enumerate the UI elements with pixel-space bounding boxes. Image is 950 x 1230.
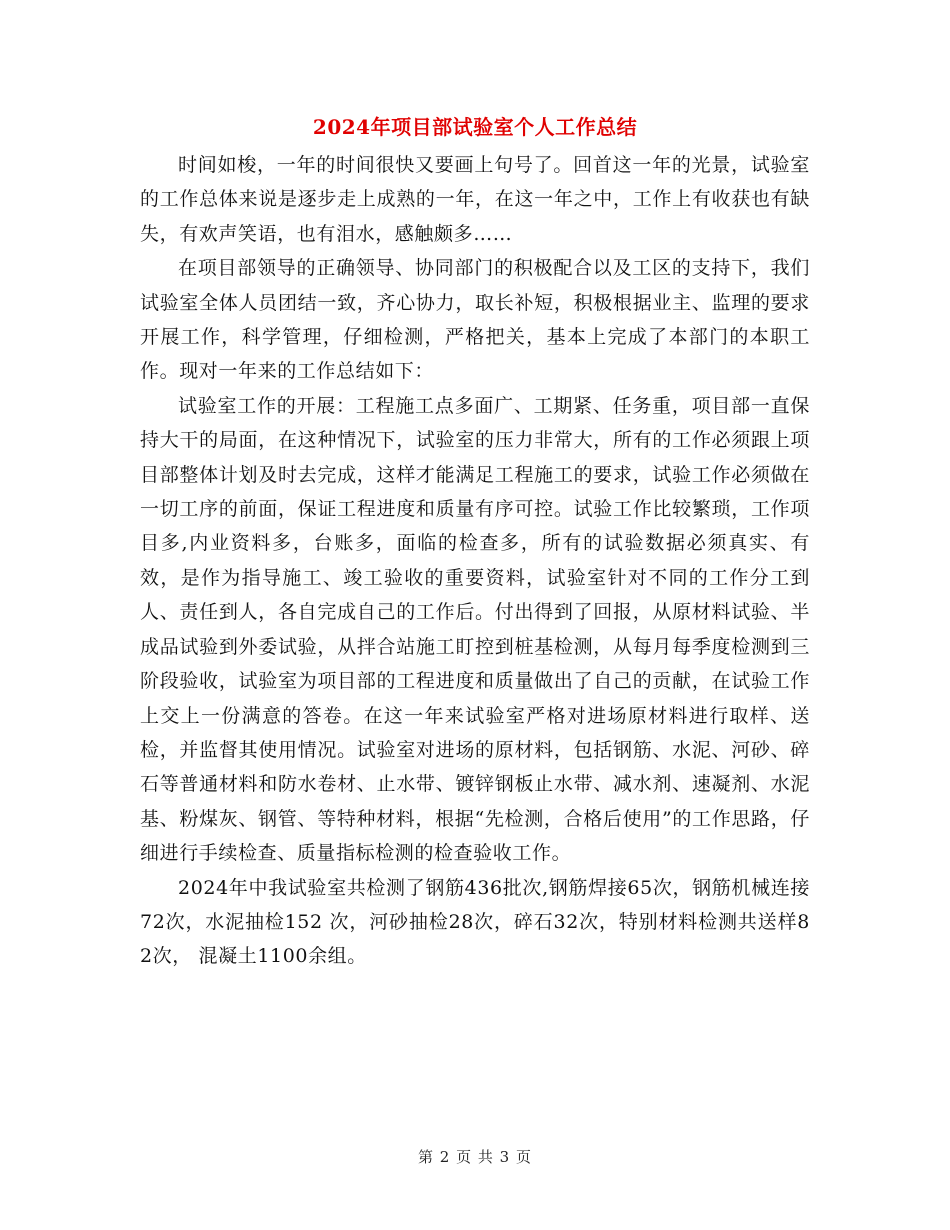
page-number-footer: 第 2 页 共 3 页 — [418, 1148, 532, 1166]
document-title: 2024年项目部试验室个人工作总结 — [312, 115, 638, 139]
document-body — [140, 148, 810, 974]
paragraph-leadership: 在项目部领导的正确领导、协同部门的积极配合以及工区的支持下，我们试验室全体人员团结一致，齐心协力，取长补短，积极根据业主、监理的要求开展工作，科学管理，仔细检测，严格把关，基本上完成了本部门的本职工作。现对一年来的工作总结如下： — [140, 257, 810, 383]
paragraph-intro: 时间如梭，一年的时间很快又要画上句号了。回首这一年的光景，试验室的工作总体来说是逐步走上成熟的一年，在这一年之中，工作上有收获也有缺失，有欢声笑语，也有泪水，感触颇多…… — [140, 154, 810, 245]
paragraph-work-progress: 试验室工作的开展：工程施工点多面广、工期紧、任务重，项目部一直保持大干的局面，在这种情况下，试验室的压力非常大，所有的工作必须跟上项目部整体计划及时去完成，这样才能满足工程施工的要求，试验工作必须做在一切工序的前面，保证工程进度和质量有序可控。试验工作比较繁琐，工作项目多,内业资料多，台账多，面临的检查多，所有的试验数据必须真实、有效，是作为指导施工、竣工验收的重要资料，试验室针对不同的工作分工到人、责任到人，各自完成自己的工作后。付出得到了回报，从原材料试验、半成品试验到外委试验，从拌合站施工盯控到桩基检测，从每月每季度检测到三阶段验收，试验室为项目部的工程进度和质量做出了自己的贡献，在试验工作上交上一份满意的答卷。在这一年来试验室严格对进场原材料进行取样、送检，并监督其使用情况。试验室对进场的原材料，包括钢筋、水泥、河砂、碎石等普通材料和防水卷材、止水带、镀锌钢板止水带、减水剂、速凝剂、水泥基、粉煤灰、钢管、等特种材料，根据“先检测，合格后使用”的工作思路，仔细进行手续检查、质量指标检测的检查验收工作。 — [140, 394, 810, 865]
paragraph-statistics: 2024年中我试验室共检测了钢筋436批次,钢筋焊接65次，钢筋机械连接72次，水泥抽检152 次，河砂抽检28次，碎石32次，特别材料检测共送样82次， 混凝土1100余组。 — [140, 876, 810, 968]
